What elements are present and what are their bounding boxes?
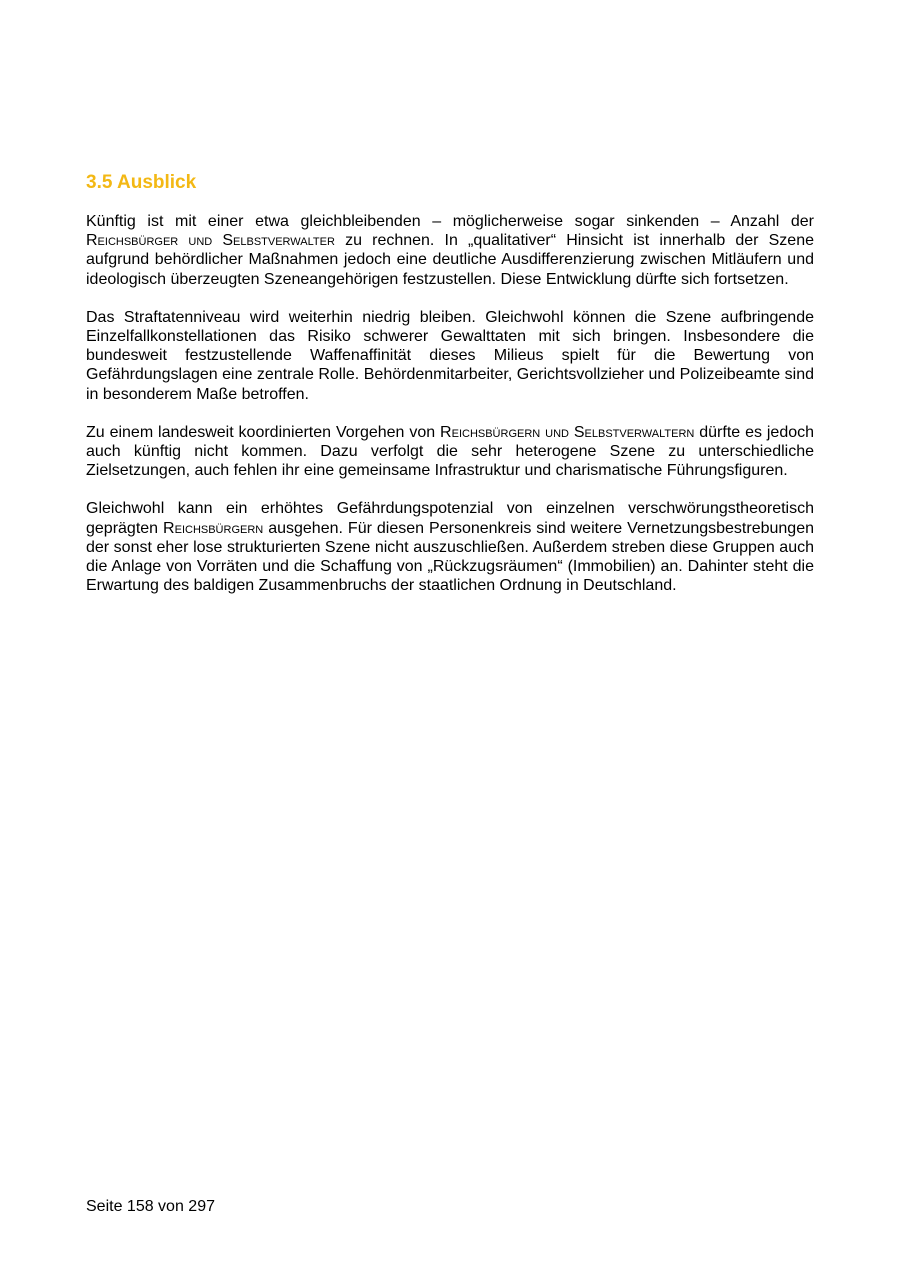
small-caps-term: Reichsbürgern und Selbstverwaltern: [440, 423, 695, 441]
paragraph-text: Künftig ist mit einer etwa gleichbleibenden – möglicherweise sogar sinkenden – Anzahl der: [86, 213, 814, 230]
small-caps-term: Reichsbürger und Selbstverwalter: [86, 232, 335, 250]
small-caps-term: Reichsbürgern: [163, 519, 264, 537]
page-number: Seite 158 von 297: [86, 1198, 215, 1215]
paragraph-threat-potential: [86, 499, 814, 595]
paragraph-text: ausgehen. Für diesen Personenkreis sind weitere Vernetzungsbestrebungen der sonst eher lose strukturierten Szene nicht auszuschließen. Außerdem streben diese Gruppen auch die Anlage von Vorräten und die Schaffung von „Rückzugsräumen“ (Immobilien) an. Dahinter steht die Erwartung des baldigen Zusammenbruchs der staatlichen Ordnung in Deutschland.: [86, 519, 814, 595]
paragraph-text: Das Straftatenniveau wird weiterhin niedrig bleiben. Gleichwohl können die Szene aufbringende Einzelfallkonstellationen das Risiko schwerer Gewalttaten mit sich bringen. Insbesondere die bundesweit festzustellende Waffenaffinität dieses Milieus spielt für die Bewertung von Gefährdungslagen eine zentrale Rolle. Behördenmitarbeiter, Gerichtsvollzieher und Polizeibeamte sind in besonderem Maße betroffen.: [86, 308, 814, 403]
paragraph-text: Zu einem landesweit koordinierten Vorgehen von: [86, 423, 441, 441]
paragraph-outlook-trend: [86, 212, 814, 289]
paragraph-text: Gleichwohl kann ein erhöhtes Gefährdungspotenzial von einzelnen verschwörungstheoretisch geprägten: [86, 500, 814, 537]
paragraph-text: zu rechnen. In „qualitativer“ Hinsicht ist innerhalb der Szene aufgrund behördlicher Maßnahmen jedoch eine deutliche Ausdifferenzierung zwischen Mitläufern und ideologisch überzeugten Szeneangehörigen festzustellen. Diese Entwicklung dürfte sich fortsetzen.: [86, 232, 814, 288]
paragraph-coordination: [86, 423, 814, 481]
paragraph-text: dürfte es jedoch auch künftig nicht kommen. Dazu verfolgt die sehr heterogene Szene zu unterschiedliche Zielsetzungen, auch fehlen ihr eine gemeinsame Infrastruktur und charismatische Führungsfiguren.: [86, 423, 815, 480]
paragraph-crime-level: [86, 308, 814, 404]
section-heading: 3.5 Ausblick: [86, 172, 197, 193]
section-body: [86, 212, 814, 614]
